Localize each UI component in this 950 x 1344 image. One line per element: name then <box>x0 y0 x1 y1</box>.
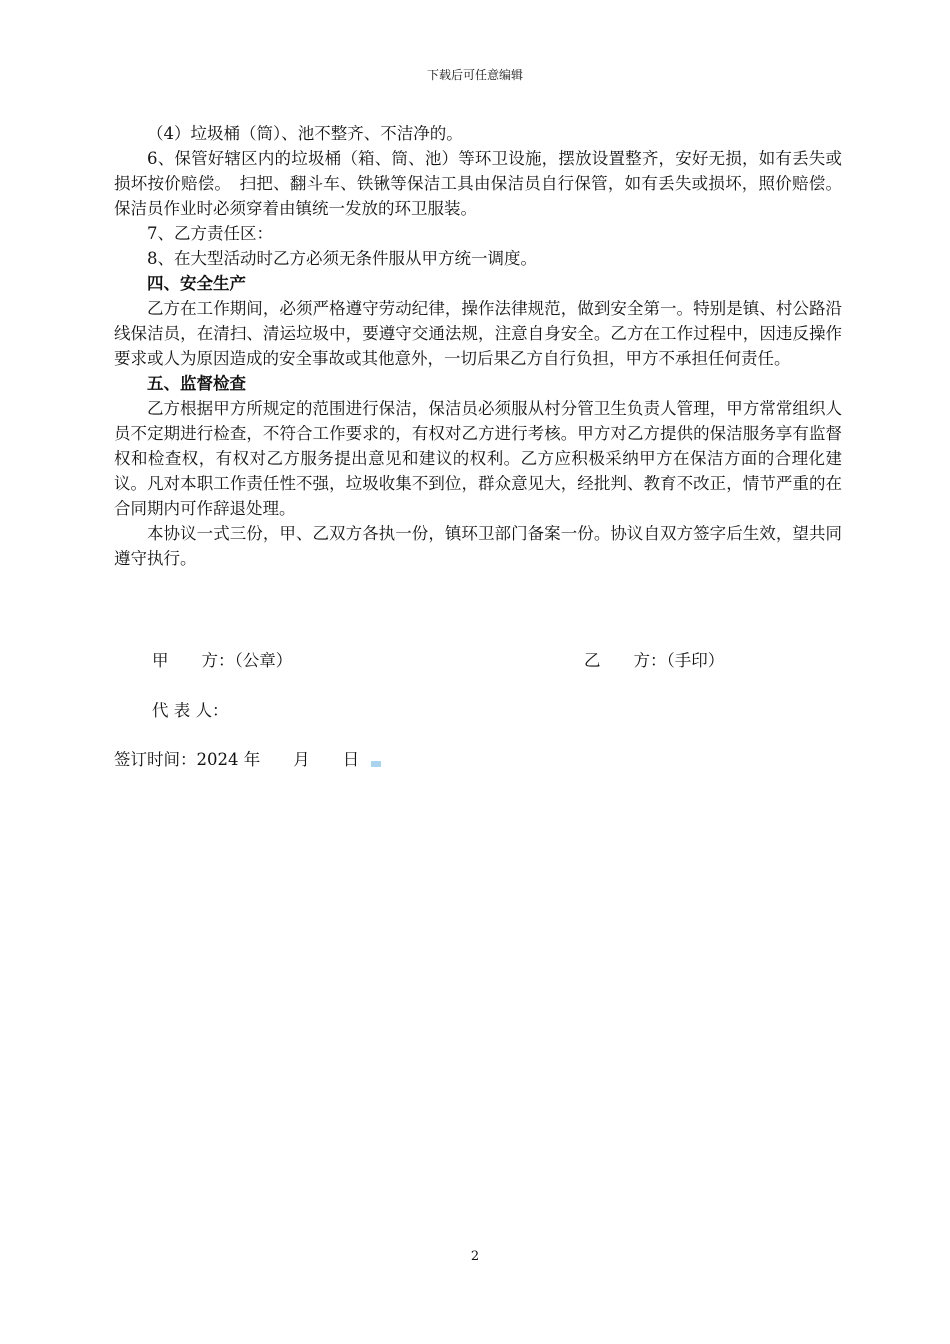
paragraph-item-4: （4）垃圾桶（筒）、池不整齐、不洁净的。 <box>147 124 463 143</box>
paragraph-clause-7: 7、乙方责任区： <box>147 224 273 243</box>
section-heading-supervision: 五、监督检查 <box>147 374 246 393</box>
party-a-signature: 甲 方：（公章） <box>152 651 293 670</box>
page-number: 2 <box>470 1249 480 1264</box>
representative-line: 代 表 人： <box>152 701 229 720</box>
paragraph-clause-6: 6、保管好辖区内的垃圾桶（箱、筒、池）等环卫设施，摆放设置整齐，安好无损，如有丢失或损坏按价赔偿。 扫把、翻斗车、铁锹等保洁工具由保洁员自行保管，如有丢失或损坏，照价赔偿。保洁员作业时必须穿着由镇统一发放的环卫服装。 <box>114 149 842 218</box>
paragraph-safety: 乙方在工作期间，必须严格遵守劳动纪律，操作法律规范，做到安全第一。特别是镇、村公路沿线保洁员，在清扫、清运垃圾中，要遵守交通法规，注意自身安全。乙方在工作过程中，因违反操作要求或人为原因造成的安全事故或其他意外，一切后果乙方自行负担，甲方不承担任何责任。 <box>114 299 842 368</box>
document-body <box>114 121 842 571</box>
paragraph-clause-8: 8、在大型活动时乙方必须无条件服从甲方统一调度。 <box>147 249 537 268</box>
section-heading-safety: 四、安全生产 <box>147 274 246 293</box>
paragraph-supervision: 乙方根据甲方所规定的范围进行保洁，保洁员必须服从村分管卫生负责人管理，甲方常常组织人员不定期进行检查，不符合工作要求的，有权对乙方进行考核。甲方对乙方提供的保洁服务享有监督权和检查权，有权对乙方服务提出意见和建议的权利。乙方应积极采纳甲方在保洁方面的合理化建议。凡对本职工作责任性不强，垃圾收集不到位，群众意见大，经批判、教育不改正，情节严重的在合同期内可作辞退处理。 <box>114 399 842 518</box>
anchor-marker-icon <box>371 761 381 767</box>
signing-date-line <box>114 746 381 770</box>
party-b-signature: 乙 方：（手印） <box>584 651 725 670</box>
paragraph-copies: 本协议一式三份，甲、乙双方各执一份，镇环卫部门备案一份。协议自双方签字后生效，望共同遵守执行。 <box>114 524 842 568</box>
signing-date-text: 签订时间：2024 年 月 日 <box>114 750 360 769</box>
header-note: 下载后可任意编辑 <box>426 68 523 82</box>
